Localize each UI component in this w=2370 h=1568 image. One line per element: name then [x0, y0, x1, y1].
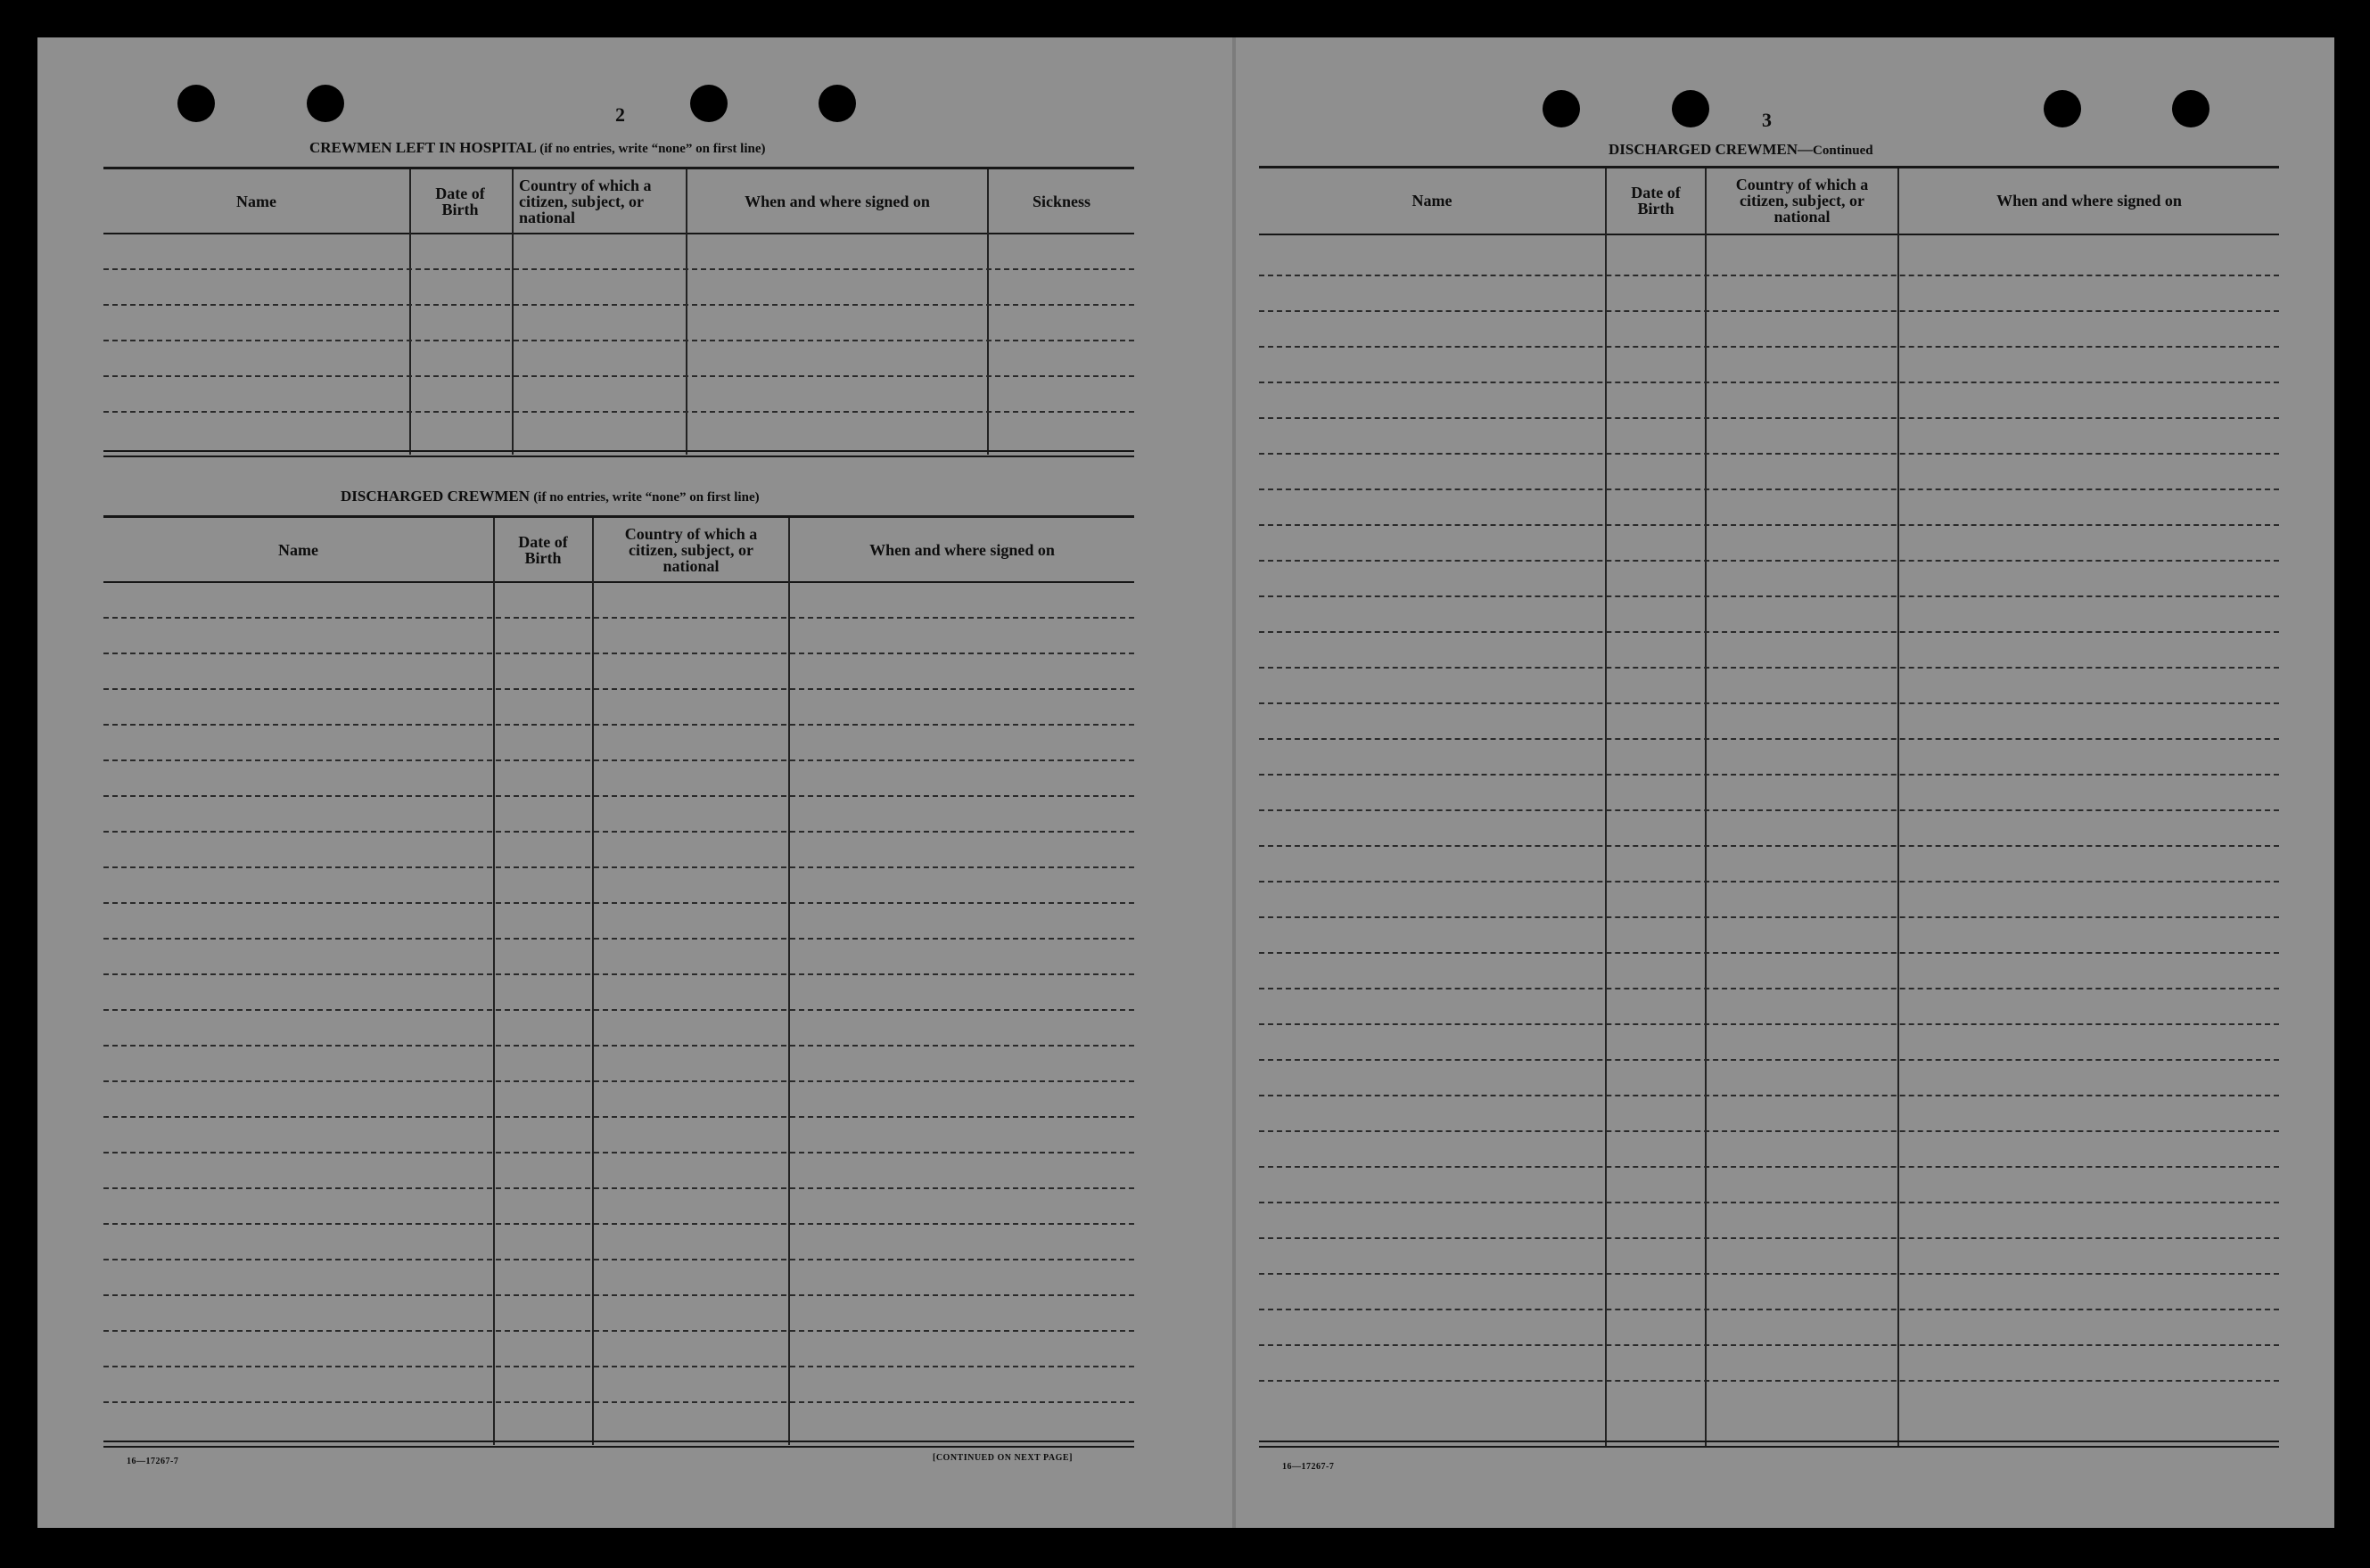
table-row [1259, 310, 2279, 312]
table-row [103, 1080, 1134, 1082]
discharged-continued-text: DISCHARGED CREWMEN— [1609, 141, 1814, 158]
col-header-signed-on: When and where signed on [1996, 192, 2182, 209]
punch-hole [2044, 90, 2081, 127]
table-row [103, 1294, 1134, 1296]
discharged-table [103, 515, 1134, 1505]
table-row [103, 617, 1134, 619]
punch-hole [1543, 90, 1580, 127]
table-row [103, 375, 1134, 377]
table-row [103, 795, 1134, 797]
form-number: 16—17267-7 [1282, 1462, 1335, 1472]
table-row [103, 411, 1134, 413]
table-row [1259, 1237, 2279, 1239]
table-row [1259, 382, 2279, 383]
table-row [103, 653, 1134, 654]
table-row [1259, 1273, 2279, 1275]
col-header-country: Country of which a citizen, subject, or national [519, 177, 652, 226]
hospital-title-note: (if no entries, write “none” on first line) [539, 142, 766, 156]
col-header-signed-on: When and where signed on [869, 541, 1055, 559]
table-row [103, 1187, 1134, 1189]
table-row [1259, 738, 2279, 740]
table-row [1259, 881, 2279, 883]
table-row [1259, 952, 2279, 954]
table-row [1259, 1095, 2279, 1096]
table-row [103, 1401, 1134, 1403]
col-header-country: Country of which a citizen, subject, or national [1735, 176, 1869, 226]
table-row [1259, 346, 2279, 348]
table-row [103, 759, 1134, 761]
table-row [103, 1009, 1134, 1011]
table-row [1259, 667, 2279, 669]
hospital-table [103, 167, 1134, 497]
table-row [103, 1116, 1134, 1118]
table-row [103, 1152, 1134, 1153]
table-row [1259, 1130, 2279, 1132]
table-row [1259, 702, 2279, 704]
discharged-title-text: DISCHARGED CREWMEN [341, 488, 531, 505]
table-row [1259, 275, 2279, 276]
col-header-date-of-birth: Date of Birth [518, 533, 568, 567]
table-row [103, 1223, 1134, 1225]
page-number: 2 [615, 103, 625, 126]
table-row [1259, 1344, 2279, 1346]
center-fold [1232, 37, 1236, 1528]
punch-hole [2172, 90, 2210, 127]
col-header-name: Name [236, 193, 276, 210]
punch-hole [690, 85, 728, 122]
table-row [1259, 1059, 2279, 1061]
table-row [1259, 488, 2279, 490]
col-header-sickness: Sickness [1032, 193, 1091, 210]
form-number: 16—17267-7 [127, 1457, 179, 1466]
table-row [1259, 453, 2279, 455]
punch-hole [177, 85, 215, 122]
discharged-continued-suffix: Continued [1813, 144, 1873, 158]
punch-hole [819, 85, 856, 122]
table-row [1259, 631, 2279, 633]
table-row [1259, 524, 2279, 526]
table-row [103, 340, 1134, 341]
col-header-signed-on: When and where signed on [745, 193, 930, 210]
table-row [1259, 916, 2279, 918]
hospital-section-title [309, 139, 766, 157]
col-header-name: Name [278, 541, 318, 559]
punch-hole [1672, 90, 1709, 127]
table-row [103, 1330, 1134, 1332]
table-row [1259, 845, 2279, 847]
hospital-title-text: CREWMEN LEFT IN HOSPITAL [309, 139, 536, 156]
table-row [1259, 1166, 2279, 1168]
table-row [1259, 774, 2279, 776]
col-header-date-of-birth: Date of Birth [1631, 184, 1681, 218]
col-header-date-of-birth: Date of Birth [435, 185, 485, 218]
continued-note: [CONTINUED ON NEXT PAGE] [933, 1453, 1073, 1463]
table-row [103, 902, 1134, 904]
discharged-continued-table [1259, 166, 2279, 1503]
discharged-title-note: (if no entries, write “none” on first line) [533, 490, 760, 505]
table-row [1259, 1202, 2279, 1203]
punch-hole [307, 85, 344, 122]
discharged-section-title [341, 488, 760, 505]
table-row [103, 866, 1134, 868]
table-row [103, 1259, 1134, 1260]
table-row [1259, 1309, 2279, 1310]
table-row [1259, 560, 2279, 562]
table-row [1259, 417, 2279, 419]
table-row [103, 268, 1134, 270]
table-row [103, 938, 1134, 940]
table-row [1259, 1023, 2279, 1025]
discharged-continued-title [1609, 141, 1873, 159]
table-row [103, 724, 1134, 726]
col-header-country: Country of which a citizen, subject, or national [624, 525, 758, 575]
table-row [1259, 809, 2279, 811]
table-row [103, 973, 1134, 975]
table-row [1259, 1380, 2279, 1382]
table-row [1259, 988, 2279, 989]
table-row [103, 1366, 1134, 1367]
table-row [103, 688, 1134, 690]
table-row [103, 831, 1134, 833]
col-header-name: Name [1411, 192, 1452, 209]
form-sheet [37, 37, 2334, 1528]
table-row [103, 1045, 1134, 1047]
table-row [1259, 595, 2279, 597]
page-number: 3 [1762, 109, 1772, 131]
table-row [103, 304, 1134, 306]
